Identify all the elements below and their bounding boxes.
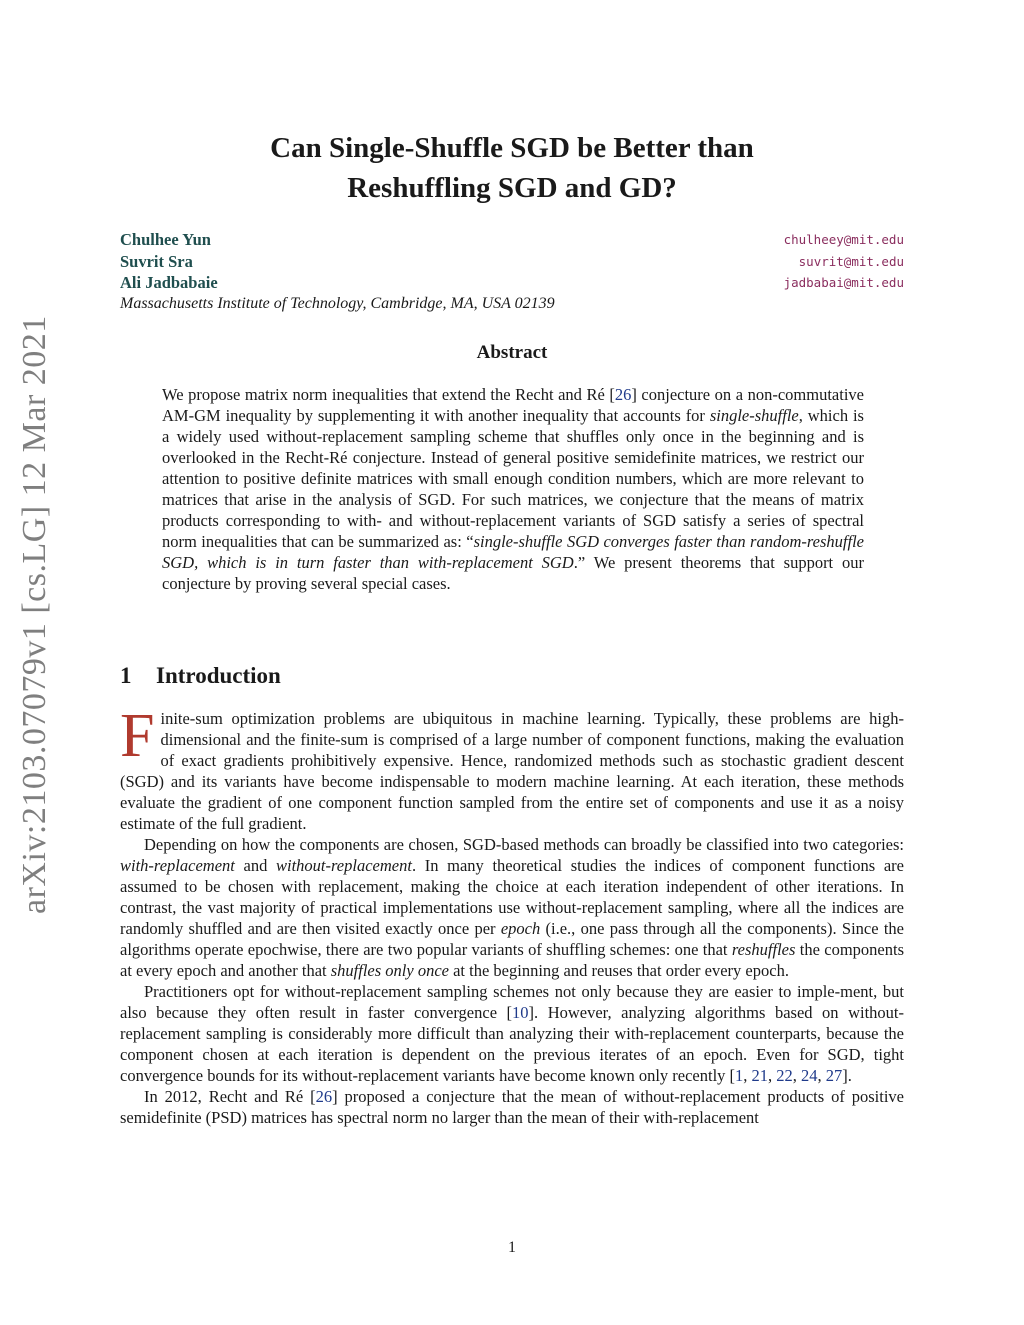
title-line-2: Reshuffling SGD and GD?	[347, 172, 677, 204]
emphasis: single-shuffle	[709, 406, 799, 425]
text-run: ]. However, analyzing algorithms based on without-replacement sampling is considerably more difficult than analyzing their with-replacement counterparts, because the component chosen at each iteration is dependent on the previous iterates of an epoch. Even for SGD, tight convergence bounds for its without-replacement variants have become known only recently [	[120, 1003, 904, 1085]
text-run: Practitioners opt for without-replacement sampling schemes not only because they are easier to imple-ment, but also because they often result in faster convergence [	[120, 982, 904, 1022]
text-run: at the beginning and reuses that order every epoch.	[448, 961, 789, 980]
text-run: ] proposed a conjecture that the mean of without-replacement products of positive semidefinite (PSD) matrices has spectral norm no larger than the mean of their with-replacement	[120, 1087, 904, 1127]
title-line-1: Can Single-Shuffle SGD be Better than	[270, 132, 754, 164]
emphasis: shuffles only once	[330, 961, 449, 980]
section-body	[120, 702, 904, 1128]
text-run: inite-sum optimization problems are ubiquitous in machine learning. Typically, these problems are high-dimensional and the finite-sum is comprised of a large number of component functions, making the evaluation of exact gradients prohibitively expensive. Hence, randomized methods such as stochastic gradient descent (SGD) and its variants have become indispensable to modern machine learning. At each iteration, these methods evaluate the gradient of one component function sampled from the entire set of components and use it as a noisy estimate of the full gradient.	[120, 709, 904, 833]
text-run: In 2012, Recht and Ré [	[144, 1087, 316, 1106]
author-email[interactable]: suvrit@mit.edu	[798, 253, 904, 269]
section-number: 1	[120, 663, 132, 688]
citation-link[interactable]: 1	[735, 1066, 744, 1085]
text-run: .” We present theorems that support our conjecture by proving several special cases.	[162, 553, 865, 593]
section-heading	[120, 663, 281, 689]
author-email[interactable]: chulheey@mit.edu	[783, 232, 904, 247]
author-name: Chulhee Yun	[120, 230, 211, 249]
text-run: , which is a widely used without-replacement sampling scheme that shuffles only once in the beginning and is overlooked in the Recht-Ré conjecture. Instead of general positive semidefinite matrices, we restrict our attention to positive definite matrices with small enough condition numbers, which are more relevant to matrices that arise in the analysis of SGD. For such matrices, we conjecture that the means of matrix products corresponding to with- and without-replacement variants of SGD satisfy a series of spectral norm inequalities that can be summarized as: “	[162, 406, 864, 551]
emphasis: with-replacement	[120, 856, 235, 875]
author-email[interactable]: jadbabai@mit.edu	[783, 275, 904, 290]
paragraph	[120, 981, 904, 1086]
emphasis: epoch	[500, 919, 541, 938]
citation-link[interactable]: 24	[801, 1066, 818, 1085]
citation-link[interactable]: 21	[751, 1066, 769, 1085]
page-number: 1	[508, 1239, 516, 1256]
arxiv-stamp: arXiv:2103.07079v1 [cs.LG] 12 Mar 2021	[16, 315, 53, 914]
paragraph	[120, 834, 904, 981]
text-run: Depending on how the components are chosen, SGD-based methods can broadly be classified into two categories:	[144, 835, 904, 854]
author-row	[120, 273, 904, 295]
separator: ,	[817, 1066, 826, 1085]
paper-title	[120, 128, 904, 208]
emphasis: reshuffles	[731, 940, 796, 959]
affiliation: Massachusetts Institute of Technology, Cambridge, MA, USA 02139	[120, 294, 555, 312]
text-run: . In many theoretical studies the indices of component functions are assumed to be chosen with replacement, making the choice at each iteration independent of other iterations. In contrast, the vast majority of practical implementations use without-replacement sampling, where all the indices are randomly shuffled and are then visited exactly once per	[120, 856, 904, 938]
emphasis: single-shuffle SGD converges faster than random-reshuffle SGD, which is in turn faster than with-replacement SGD	[162, 532, 864, 572]
text-run: and	[234, 856, 276, 875]
abstract-heading: Abstract	[476, 342, 548, 363]
emphasis: without-replacement	[276, 856, 412, 875]
separator: ,	[768, 1066, 777, 1085]
citation-link[interactable]: 10	[512, 1003, 529, 1022]
paragraph	[120, 702, 904, 834]
text-run: (i.e., one pass through all the components). Since the algorithms operate epochwise, there are two popular variants of shuffling schemes: one that	[120, 919, 904, 959]
author-row	[120, 252, 904, 274]
text-run: ].	[842, 1066, 852, 1085]
citation-link[interactable]: 26	[315, 1087, 333, 1106]
drop-cap: F	[120, 702, 155, 770]
author-name: Suvrit Sra	[120, 251, 193, 271]
abstract-text	[162, 384, 864, 594]
text-run: We propose matrix norm inequalities that extend the Recht and Ré [	[162, 385, 615, 404]
citation-link[interactable]: 22	[776, 1066, 793, 1085]
text-run: the components at every epoch and another that	[120, 940, 904, 980]
citation-link[interactable]: 27	[825, 1066, 843, 1085]
text-run: ] conjecture on a non-commutative AM-GM inequality by supplementing it with another inequality that accounts for	[162, 385, 864, 425]
separator: ,	[792, 1066, 802, 1085]
section-title: Introduction	[156, 663, 281, 688]
paragraph	[120, 1086, 904, 1128]
separator: ,	[743, 1066, 752, 1085]
author-row	[120, 230, 904, 252]
author-block	[120, 230, 904, 313]
author-name: Ali Jadbabaie	[120, 273, 218, 292]
citation-link[interactable]: 26	[614, 385, 632, 404]
